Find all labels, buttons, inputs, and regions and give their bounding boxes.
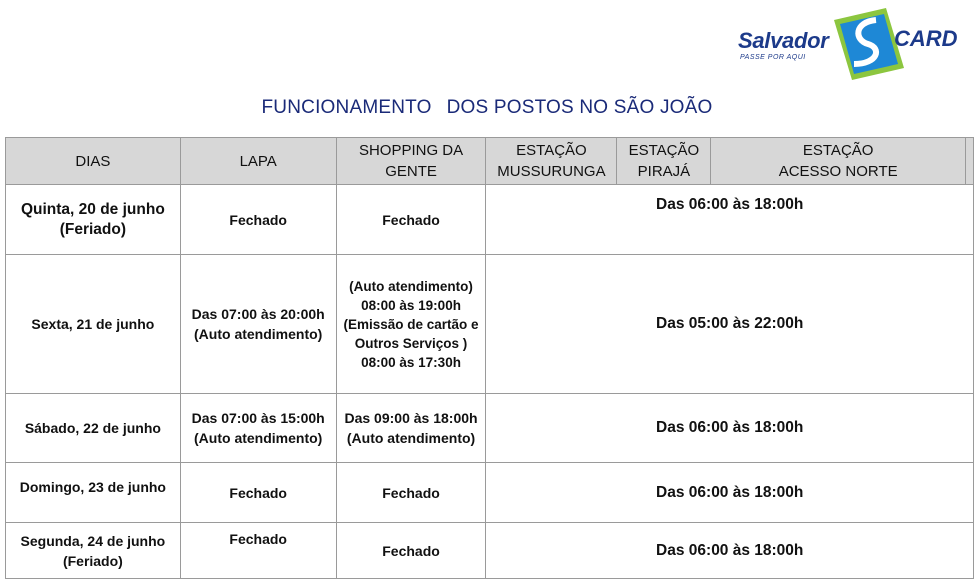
row-shopping: Fechado xyxy=(336,463,486,523)
table-row xyxy=(6,394,974,463)
logo-text-salvador: Salvador xyxy=(738,28,829,53)
row-estacoes: Das 06:00 às 18:00h xyxy=(486,523,974,579)
header-dias: DIAS xyxy=(6,138,181,185)
header-piraja: ESTAÇÃO PIRAJÁ xyxy=(617,138,711,185)
row-lapa: Fechado xyxy=(180,185,336,255)
salvador-card-logo xyxy=(736,6,966,84)
title-part-1: FUNCIONAMENTO xyxy=(261,97,432,118)
table-row xyxy=(6,463,974,523)
row-dia: Sexta, 21 de junho xyxy=(6,255,181,394)
row-dia: Segunda, 24 de junho (Feriado) xyxy=(6,523,181,579)
header-acesso-norte: ESTAÇÃO ACESSO NORTE xyxy=(711,138,966,185)
logo-text-card: CARD xyxy=(894,26,958,51)
row-estacoes: Das 06:00 às 18:00h xyxy=(486,463,974,523)
page-title xyxy=(0,97,974,119)
row-shopping: (Auto atendimento) 08:00 às 19:00h (Emissão de cartão e Outros Serviços ) 08:00 às 17:30h xyxy=(336,255,486,394)
row-dia: Domingo, 23 de junho xyxy=(6,463,181,523)
table-header-row xyxy=(6,138,974,185)
row-dia: Sábado, 22 de junho xyxy=(6,394,181,463)
row-shopping: Das 09:00 às 18:00h (Auto atendimento) xyxy=(336,394,486,463)
title-part-2: DOS POSTOS NO SÃO JOÃO xyxy=(446,97,713,118)
header-shopping: SHOPPING DA GENTE xyxy=(336,138,486,185)
row-lapa: Das 07:00 às 15:00h (Auto atendimento) xyxy=(180,394,336,463)
header-mussurunga: ESTAÇÃO MUSSURUNGA xyxy=(486,138,617,185)
logo-tagline: PASSE POR AQUI xyxy=(740,54,806,61)
table-row xyxy=(6,185,974,255)
header-spacer xyxy=(965,138,973,185)
row-lapa: Das 07:00 às 20:00h (Auto atendimento) xyxy=(180,255,336,394)
row-lapa: Fechado xyxy=(180,463,336,523)
row-estacoes: Das 05:00 às 22:00h xyxy=(486,255,974,394)
header-lapa: LAPA xyxy=(180,138,336,185)
row-lapa: Fechado xyxy=(180,523,336,579)
table-row xyxy=(6,255,974,394)
row-shopping: Fechado xyxy=(336,185,486,255)
table-row xyxy=(6,523,974,579)
row-estacoes: Das 06:00 às 18:00h xyxy=(486,394,974,463)
schedule-table xyxy=(5,137,974,579)
row-shopping: Fechado xyxy=(336,523,486,579)
row-estacoes: Das 06:00 às 18:00h xyxy=(486,185,974,255)
row-dia: Quinta, 20 de junho (Feriado) xyxy=(6,185,181,255)
